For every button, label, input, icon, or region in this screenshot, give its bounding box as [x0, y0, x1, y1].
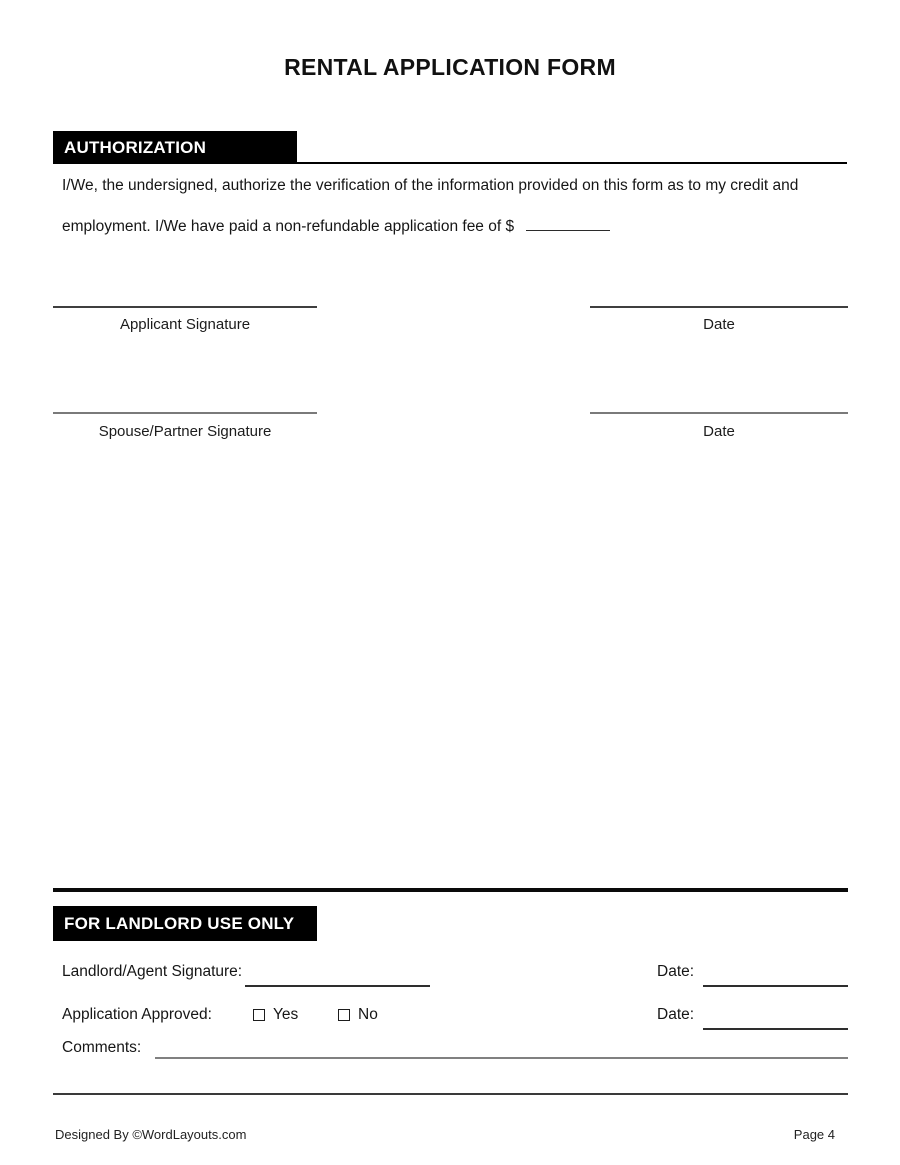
application-fee-field[interactable]: [526, 215, 610, 231]
applicant-date-line[interactable]: [590, 306, 848, 308]
applicant-date-label: Date: [703, 316, 735, 333]
page-title: RENTAL APPLICATION FORM: [284, 54, 616, 80]
comments-label: Comments:: [62, 1039, 142, 1056]
authorization-text-line2: [62, 215, 610, 236]
authorization-section-title: AUTHORIZATION: [64, 137, 207, 157]
landlord-section-title: FOR LANDLORD USE ONLY: [64, 913, 295, 933]
approved-no-checkbox[interactable]: [338, 1009, 350, 1021]
comments-line[interactable]: [155, 1057, 848, 1059]
authorization-header-rule: [53, 162, 847, 164]
approved-yes-option[interactable]: [253, 1006, 298, 1024]
authorization-text-line1: I/We, the undersigned, authorize the verification of the information provided on this form as to my credit and: [62, 177, 799, 194]
approved-no-label: No: [358, 1006, 378, 1023]
landlord-signature-date-label: Date:: [657, 963, 695, 980]
landlord-signature-date-line[interactable]: [703, 985, 848, 987]
authorization-section-header: [53, 131, 297, 164]
landlord-section-header: [53, 906, 317, 941]
landlord-section-divider: [53, 888, 848, 892]
applicant-signature-line[interactable]: [53, 306, 317, 308]
footer-designer-credit: Designed By ©WordLayouts.com: [55, 1127, 247, 1142]
authorization-text-line2-text: employment. I/We have paid a non-refundable application fee of $: [62, 218, 515, 235]
spouse-signature-label: Spouse/Partner Signature: [98, 423, 272, 440]
landlord-signature-line[interactable]: [245, 985, 430, 987]
application-approved-label: Application Approved:: [62, 1006, 212, 1023]
approved-yes-checkbox[interactable]: [253, 1009, 265, 1021]
spouse-date-label: Date: [703, 423, 735, 440]
approved-no-option[interactable]: [338, 1006, 378, 1024]
footer-page-number: Page 4: [793, 1127, 835, 1142]
spouse-signature-line[interactable]: [53, 412, 317, 414]
approved-yes-label: Yes: [273, 1006, 299, 1023]
landlord-signature-label: Landlord/Agent Signature:: [62, 963, 243, 980]
applicant-signature-label: Applicant Signature: [119, 316, 251, 333]
approval-date-line[interactable]: [703, 1028, 848, 1030]
footer-divider: [53, 1093, 848, 1095]
approval-date-label: Date:: [657, 1006, 695, 1023]
spouse-date-line[interactable]: [590, 412, 848, 414]
